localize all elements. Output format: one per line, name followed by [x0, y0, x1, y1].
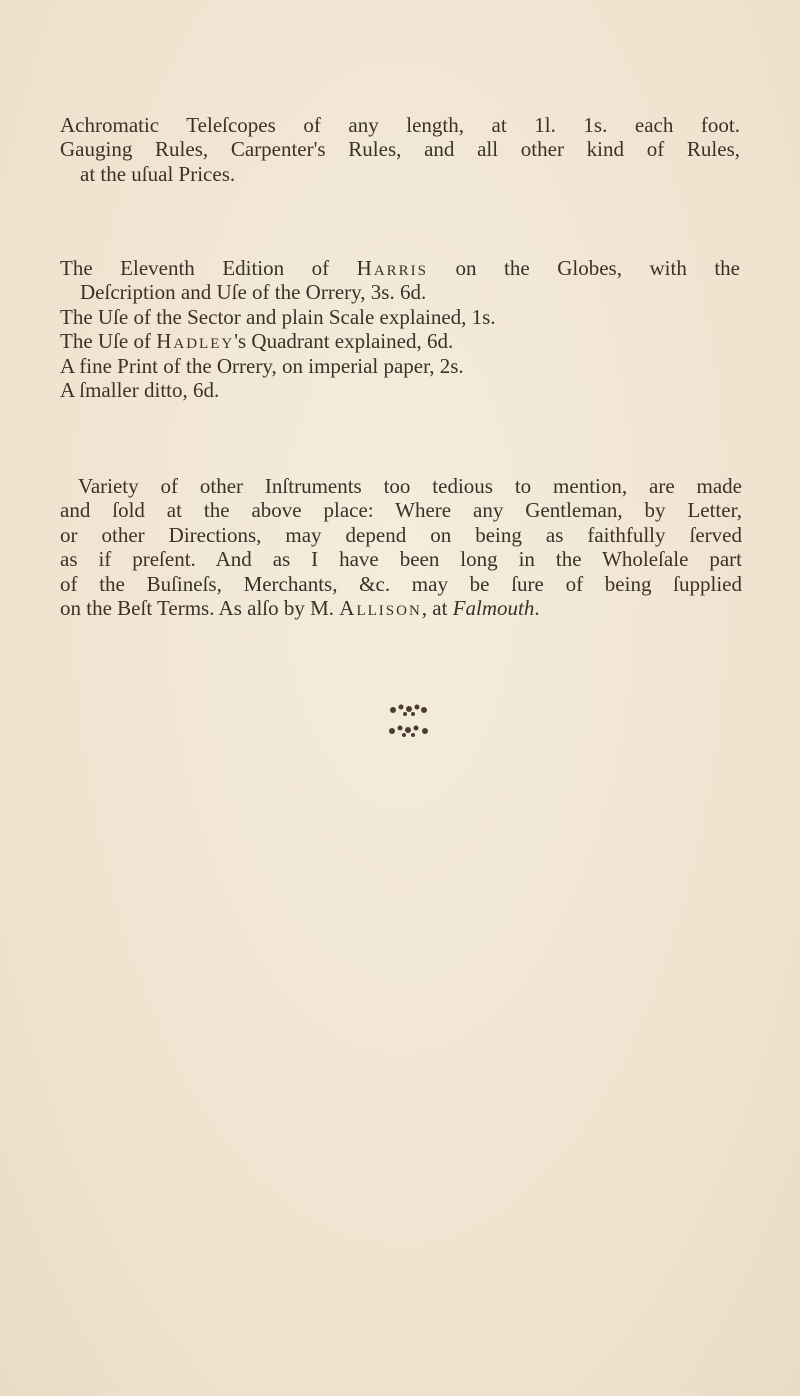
- text-line: Achromatic Teleſcopes of any length, at 1l. 1s. each foot.: [60, 113, 740, 137]
- text-line: of the Buſineſs, Merchants, &c. may be ſure of being ſupplied: [60, 572, 742, 596]
- text: 's Quadrant explained, 6d.: [234, 329, 454, 353]
- text-line: The Uſe of the Sector and plain Scale explained, 1s.: [60, 305, 496, 329]
- text-line: A ſmaller ditto, 6d.: [60, 378, 220, 402]
- place-name: Falmouth: [452, 596, 535, 620]
- printers-ornament-icon: [383, 700, 433, 742]
- author-name: Harris: [356, 256, 429, 280]
- author-name: Hadley: [156, 329, 235, 353]
- text-line: [60, 329, 453, 353]
- text-line: at the uſual Prices.: [80, 162, 236, 186]
- text: .: [534, 596, 540, 620]
- text: The Eleventh Edition of: [60, 256, 357, 280]
- text-line: and ſold at the above place: Where any Gentleman, by Letter,: [60, 498, 742, 522]
- text-line: [60, 596, 540, 620]
- text: The Uſe of: [60, 329, 157, 353]
- ornament-icon: [383, 700, 433, 742]
- text-line: Gauging Rules, Carpenter's Rules, and all other kind of Rules,: [60, 137, 740, 161]
- text: , at: [421, 596, 453, 620]
- text: on the Beſt Terms. As alſo by M.: [60, 596, 340, 620]
- bookseller-name: Allison: [339, 596, 422, 620]
- text-line: [60, 256, 740, 280]
- text-line: A fine Print of the Orrery, on imperial paper, 2s.: [60, 354, 464, 378]
- text-line: Variety of other Inſtruments too tedious to mention, are made: [78, 474, 742, 498]
- text-line: as if preſent. And as I have been long in the Wholeſale part: [60, 547, 742, 571]
- text-line: Deſcription and Uſe of the Orrery, 3s. 6d.: [80, 280, 427, 304]
- text: on the Globes, with the: [428, 256, 740, 280]
- text-line: or other Directions, may depend on being as faithfully ſerved: [60, 523, 742, 547]
